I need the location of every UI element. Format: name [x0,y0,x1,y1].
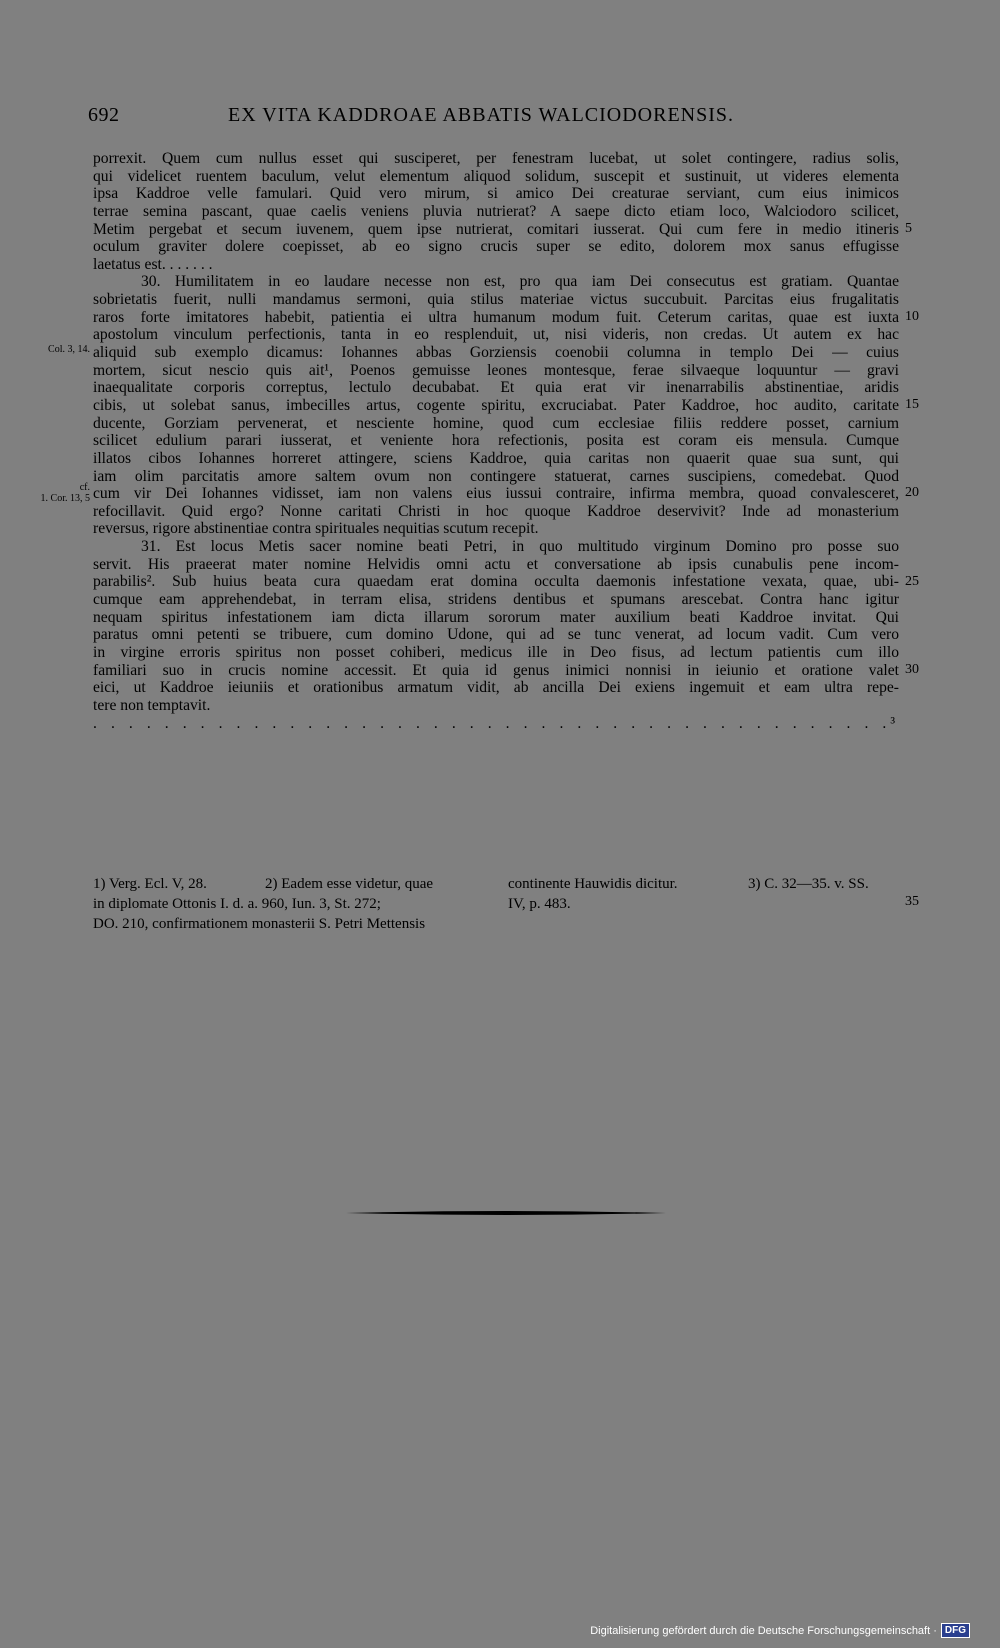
footer-credit [590,1623,970,1638]
text-line: . . . . . . . . . . . . . . . . . . . . . . . . . . . . . . . . . . . . . . . . . . . . .³ [93,714,899,732]
footnote-line: 2) Eadem esse videtur, quae [265,876,434,892]
text-line: refocillavit. Quid ergo? Nonne caritati Christi in hoc quoque Kaddroe deservivit? Inde ad monasterium [93,502,899,520]
text-line: parabilis². Sub huius beata cura quaedam erat domina occulta daemonis infestatione vexata, quae, ubi- [93,573,899,591]
text-line: porrexit. Quem cum nullus esset qui susciperet, per fenestram lucebat, ut solet contingere, radius solis, [93,150,899,167]
text-line: familiari suo in crucis nomine accessit. Et quia id genus inimici nonnisi in ieiunio et oratione valet [93,661,899,679]
text-line: illatos cibos Iohannes horreret attingere, sciens Kaddroe, quia caritas non quaerit quae sua sunt, qui [93,449,899,467]
text-line: iam olim parcitatis amore saltem ovum non contingere statuerat, carnes suscipiens, comedebat. Quod [93,467,899,485]
text-line: 30. Humilitatem in eo laudare necesse non est, pro qua iam Dei consecutus est gratiam. Quantae [141,273,899,291]
text-line: paratus omni petenti se tribuere, cum domino Udone, qui ad se tunc venerat, ad locum vadit. Cum vero [93,626,899,644]
footnote-line-number: 35 [905,894,919,909]
page-header [88,104,928,134]
text-line: Metim pergebat et secum iuvenem, quem ipse nutrierat, comitari iusserat. Qui cum fere in medio itineris [93,220,899,238]
text-line: tere non temptavit. [93,696,211,714]
text-line: laetatus est. . . . . . . [93,255,213,273]
text-line: ipsa Kaddroe velle famulari. Quid vero mirum, si amico Dei creaturae serviant, cum eius inimicos [93,185,899,203]
footnote-column-4 [748,874,869,894]
line-number: 10 [905,308,919,324]
text-line: cibis, ut solebat sanus, imbecilles artus, cogente spiritu, excruciabat. Pater Kaddroe, hoc audito, caritate [93,396,899,414]
text-line: in virgine erroris spiritus non posset cohiberi, medicus ille in Deo fisus, ad lectum patientis cum illo [93,643,899,661]
text-line: mortem, sicut nescio quis ait¹, Poenos gemuisse leones montesque, ferae silvaeque loquuntur — gravi [93,361,899,379]
footnote-column-2 [93,874,433,934]
text-line: eici, ut Kaddroe ieiuniis et orationibus armatum vidit, ab ancilla Dei exiens ingemuit et eam ultra repe- [93,679,899,697]
footnote-line: DO. 210, confirmationem monasterii S. Petri Mettensis [93,916,426,932]
decorative-rule [346,1210,666,1216]
running-title: EX VITA KADDROAE ABBATIS WALCIODORENSIS. [228,104,735,126]
text-line: 31. Est locus Metis sacer nomine beati Petri, in quo multitudo virginum Domino pro posse suo [141,538,899,556]
text-line: qui videlicet ruentem baculum, velut elementum aliquod solidum, suscepit et sustinuit, ut videres elementa [93,167,899,185]
line-number: 5 [905,220,912,236]
footnote-line: continente Hauwidis dicitur. [508,876,678,892]
footnote-line: 1) Verg. Ecl. V, 28. [93,876,207,892]
line-number: 30 [905,661,919,677]
text-line: oculum graviter dolere coepisset, ab eo signo crucis super se edito, dolorem mox sanus effugisse [93,238,899,256]
body-text [93,150,899,732]
footnote-line: in diplomate Ottonis I. d. a. 960, Iun. 3, St. 272; [93,896,381,912]
footer-credit-text: Digitalisierung gefördert durch die Deutsche Forschungsgemeinschaft · [590,1624,937,1637]
line-number: 20 [905,485,919,501]
line-number: 25 [905,573,919,589]
text-line: sobrietatis fuerit, nulli mandamus sermoni, quia stilus materiae victus succubuit. Parcitas eius frugalitatis [93,291,899,309]
dfg-logo: DFG [941,1623,970,1638]
text-line: cum vir Dei Iohannes vidisset, iam non valens eius iussui contraire, infirma membra, quoad convalesceret, [93,485,899,503]
footnote-column-3 [508,874,678,914]
margin-note-cor: 1. Cor. 13, 5 [40,493,90,504]
text-line: reversus, rigore abstinentiae contra spirituales nequitias scutum recepit. [93,520,539,538]
footnote-line: IV, p. 483. [508,896,571,912]
text-line: terrae semina pascant, quae caelis veniens pluvia nutrierat? A saepe dicto etiam loco, Walciodoro scilicet, [93,202,899,220]
page-number: 692 [88,104,120,126]
footnote-line: 3) C. 32—35. v. SS. [748,876,869,892]
text-line: cumque eam apprehendebat, in terram elisa, stridens dentibus et spumans arescebat. Contra hanc igitur [93,591,899,609]
text-line: nequam spiritus infestationem iam dicta illarum sororum mater auxilium beati Kaddroe invitat. Qui [93,608,899,626]
text-line: apostolum vinculum perfectionis, tanta in eo resplenduit, ut, nisi videris, non credas. Ut autem ex hac [93,326,899,344]
line-number: 15 [905,397,919,413]
text-line: servit. His praeerat mater nomine Helvidis omni actu et conversatione ab ipsis cunabulis pene incom- [93,555,899,573]
text-line: ducente, Gorziam pervenerat, et nesciente homine, quod cum ecclesiae filiis reddere posset, carnium [93,414,899,432]
margin-note-col: Col. 3, 14. [48,344,90,355]
text-line: aliquid sub exemplo dicamus: Iohannes abbas Gorziensis coenobii columna in templo Dei — cuius [93,344,899,362]
margin-note-cf: cf. [79,482,90,493]
text-line: inaequalitate corporis correptus, lectulo decubabat. Et quia erat vir inenarrabilis abstinentiae, aridis [93,379,899,397]
text-line: raros forte imitatores habebit, patientia ei ultra humanum modum fuit. Ceterum caritas, quae est iuxta [93,308,899,326]
text-line: scilicet edulium parari iusserat, et veniente hora refectionis, posita est coram eis mensula. Cumque [93,432,899,450]
